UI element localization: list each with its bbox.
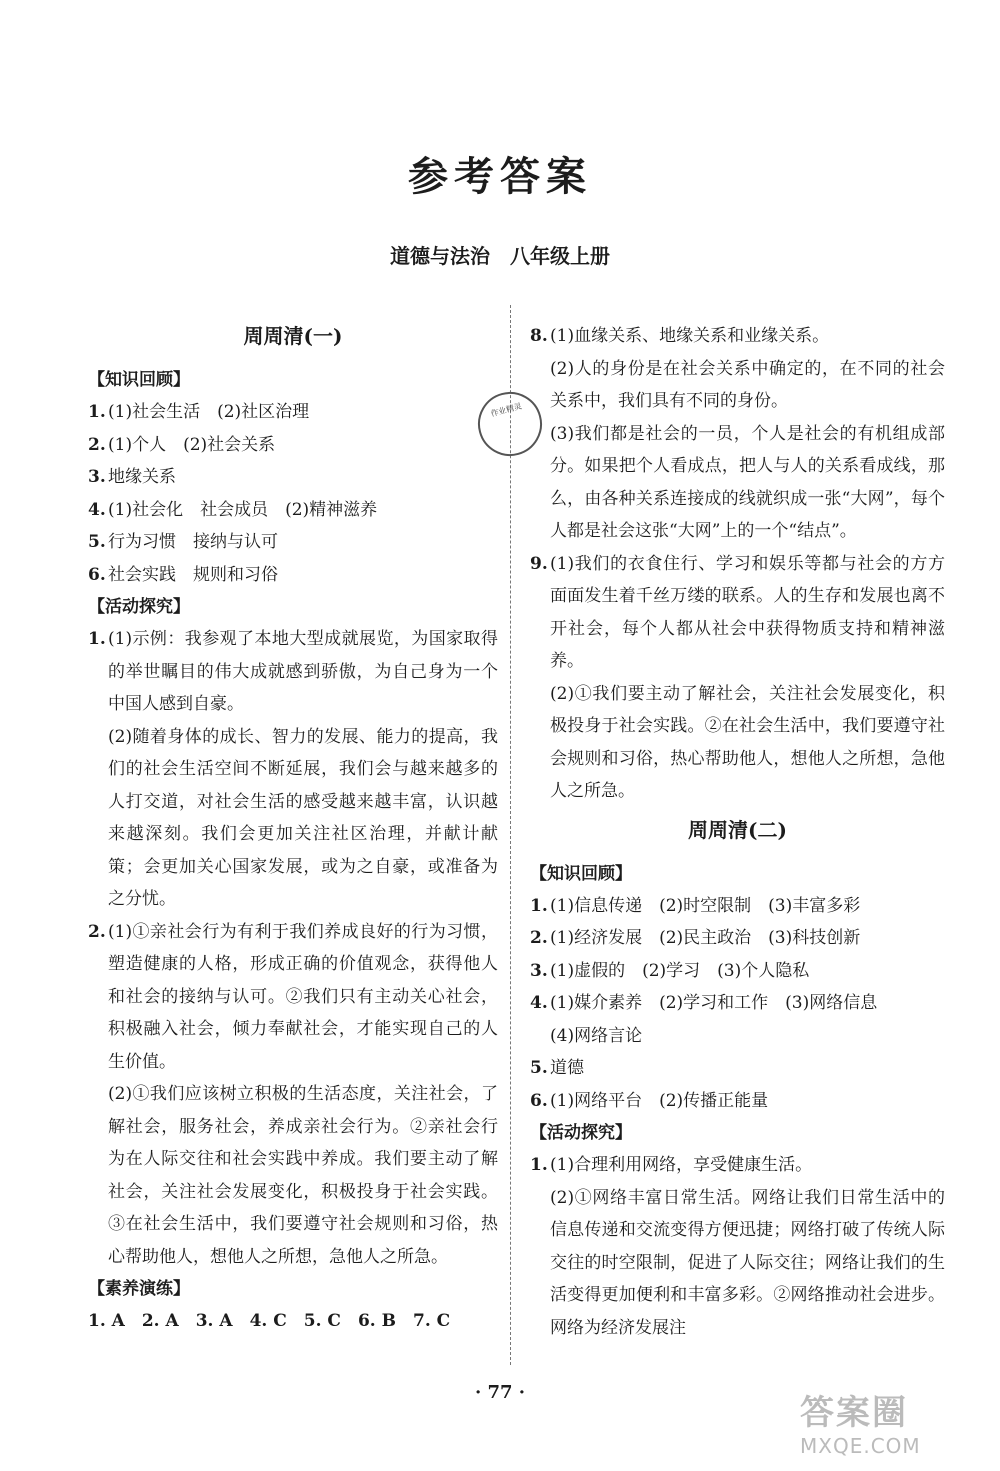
subject-subtitle: 道德与法治 八年级上册 [390, 244, 610, 268]
list-item: 5. 行为习惯 接纳与认可 [88, 532, 278, 552]
watermark-logo-text: 答案圈 [800, 1393, 908, 1433]
list-item: 6. 社会实践 规则和习俗 [88, 564, 278, 585]
list-item: 2. (1)个人 (2)社会关系 [88, 434, 276, 455]
answer-paragraph: (2)人的身份是在社会关系中确定的，在不同的社会关系中，我们具有不同的身份。 [550, 358, 945, 411]
answer-item: 1. (1)合理利用网络，享受健康生活。 [530, 1155, 813, 1175]
right-column [530, 320, 945, 1344]
section-title-week-1: 周周清(一) [243, 324, 343, 348]
list-item: 1. (1)社会生活 (2)社区治理 [88, 402, 310, 422]
list-item: 3. (1)虚假的 (2)学习 (3)个人隐私 [530, 960, 810, 981]
list-item: 5. 道德 [530, 1058, 584, 1078]
answer-item: 8. (1)血缘关系、地缘关系和业缘关系。 [530, 326, 830, 346]
page-title: 参考答案 [408, 153, 592, 200]
list-item: 1. (1)信息传递 (2)时空限制 (3)丰富多彩 [530, 895, 861, 916]
activity-label: 【活动探究】 [88, 597, 190, 617]
stamp-seal: 作业精灵 [471, 385, 549, 463]
list-item: 3. 地缘关系 [88, 467, 176, 487]
knowledge-review-label: 【知识回顾】 [530, 863, 632, 884]
left-column [88, 320, 498, 1338]
list-item: 4. (1)社会化 社会成员 (2)精神滋养 [88, 499, 378, 520]
section-title-week-2: 周周清(二) [688, 817, 787, 842]
column-divider [510, 305, 511, 1365]
page-number: · 77 · [474, 1382, 526, 1403]
answer-item: 9. (1)我们的衣食住行、学习和娱乐等都与社会的方方面面发生着千丝万缕的联系。人的生存和发展也离不开社会，每个人都从社会中获得物质支持和精神滋养。 [530, 553, 945, 671]
list-item: 2. (1)经济发展 (2)民主政治 (3)科技创新 [530, 928, 861, 948]
answer-paragraph: (2)①我们要主动了解社会，关注社会发展变化，积极投身于社会实践。②在社会生活中，我们要遵守社会规则和习俗，热心帮助他人，想他人之所想，急他人之所急。 [550, 683, 945, 801]
choice-answers: 1. A 2. A 3. A 4. C 5. C 6. B 7. C [88, 1311, 451, 1331]
answer-paragraph: (3)我们都是社会的一员，个人是社会的有机组成部分。如果把个人看成点，把人与人的关系看成线，那么，由各种关系连接成的线就织成一张“大网”，每个人都是社会这张“大网”上的一个“结点”。 [550, 423, 945, 541]
answer-paragraph: (2)随着身体的成长、智力的发展、能力的提高，我们的社会生活空间不断延展，我们会与越来越多的人打交道，对社会生活的感受越来越丰富，认识越来越深刻。我们会更加关注社区治理，并献计献策；会更加关心国家发展，或为之自豪，或准备为之分忧。 [108, 726, 498, 909]
answer-item: 1. (1)示例：我参观了本地大型成就展览，为国家取得的举世瞩目的伟大成就感到骄傲，为自己身为一个中国人感到自豪。 [88, 629, 498, 714]
answer-paragraph: (2)①我们应该树立积极的生活态度，关注社会，了解社会，服务社会，养成亲社会行为。②亲社会行为在人际交往和社会实践中养成。我们要主动了解社会，关注社会发展变化，积极投身于社会实践。③在社会生活中，我们要遵守社会规则和习俗，热心帮助他人，想他人之所想，急他人之所急。 [108, 1084, 498, 1267]
activity-label: 【活动探究】 [530, 1123, 632, 1143]
answer-paragraph: (2)①网络丰富日常生活。网络让我们日常生活中的信息传递和交流变得方便迅捷；网络打破了传统人际交往的时空限制，促进了人际交往；网络让我们的生活变得更加便利和丰富多彩。②网络推动社会进步。网络为经济发展注 [550, 1187, 945, 1338]
list-item: 4. (1)媒介素养 (2)学习和工作 (3)网络信息 [530, 993, 878, 1013]
knowledge-review-label: 【知识回顾】 [88, 370, 190, 390]
list-item-continuation: (4)网络言论 [550, 1025, 643, 1046]
practice-label: 【素养演练】 [88, 1279, 190, 1299]
watermark-url: MXQE.COM [800, 1434, 921, 1458]
list-item: 6. (1)网络平台 (2)传播正能量 [530, 1090, 769, 1111]
site-watermark [800, 1385, 990, 1465]
answer-item: 2. (1)①亲社会行为有利于我们养成良好的行为习惯，塑造健康的人格，形成正确的价值观念，获得他人和社会的接纳与认可。②我们只有主动关心社会，积极融入社会，倾力奉献社会，才能实现自己的人生价值。 [88, 921, 498, 1072]
